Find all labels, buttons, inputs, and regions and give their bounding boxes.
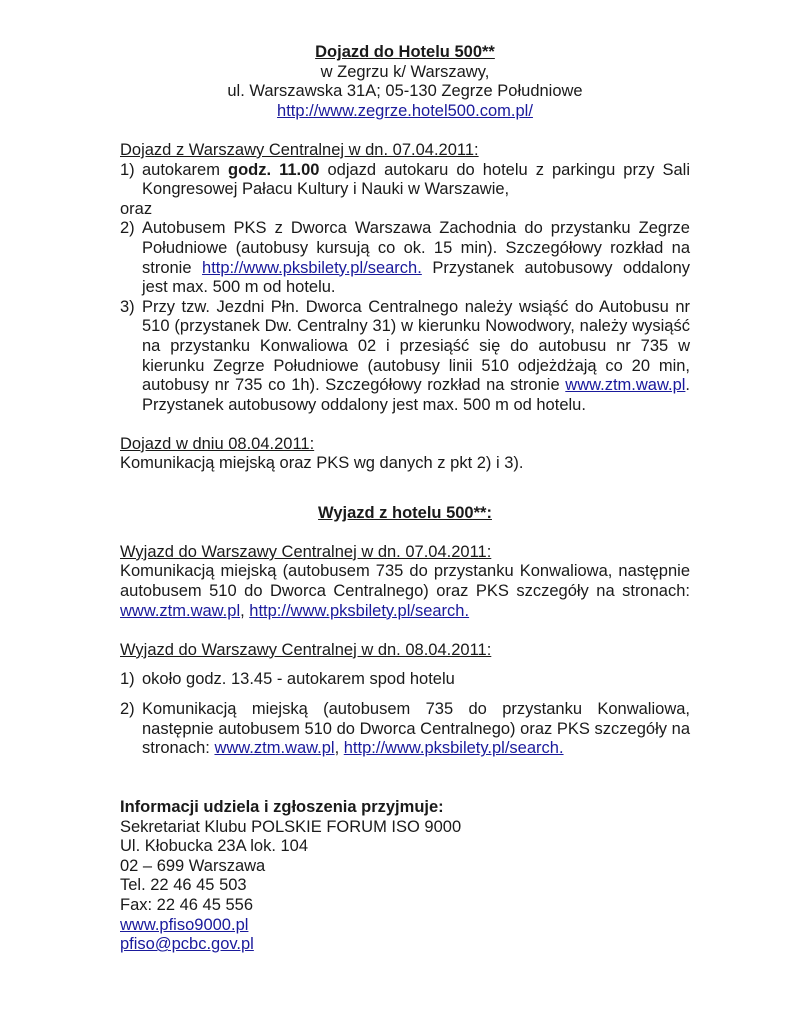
- contact-line: Ul. Kłobucka 23A lok. 104: [120, 837, 309, 856]
- ztm-link[interactable]: www.ztm.waw.pl: [214, 739, 335, 758]
- list-item: [120, 161, 690, 200]
- departure-section-08: [120, 641, 690, 759]
- contact-line: Tel. 22 46 45 503: [120, 876, 247, 895]
- bus-time: godz. 11.00: [227, 160, 320, 179]
- arrival-heading-07: Dojazd z Warszawy Centralnej w dn. 07.04.2011:: [120, 140, 479, 159]
- oraz-text: oraz: [120, 199, 153, 218]
- list-text: około godz. 13.45 - autokarem spod hotelu: [142, 670, 455, 689]
- contact-heading: Informacji udziela i zgłoszenia przyjmuje:: [120, 797, 444, 816]
- list-item: [120, 700, 690, 759]
- departure-heading-08: Wyjazd do Warszawy Centralnej w dn. 08.04.2011:: [120, 640, 492, 659]
- pks-link[interactable]: http://www.pksbilety.pl/search.: [343, 739, 564, 758]
- document-title: Dojazd do Hotelu 500**: [315, 43, 495, 61]
- hotel-location: w Zegrzu k/ Warszawy,: [320, 62, 490, 81]
- list-number: 1): [120, 670, 135, 689]
- hotel-address: ul. Warszawska 31A; 05-130 Zegrze Południowe: [227, 82, 583, 101]
- list-text: Autobusem PKS z Dworca Warszawa Zachodnia do przystanku Zegrze Południowe (autobusy kursują co ok. 15 min). Szczegółowy rozkład na stronie http://www.pksbilety.pl/search. Przystanek autobusowy oddalony jest max. 500 m od hotelu.: [142, 219, 690, 297]
- contact-email-link[interactable]: pfiso@pcbc.gov.pl: [120, 935, 254, 954]
- list-number: 1): [120, 160, 135, 179]
- header-block: [120, 43, 690, 121]
- list-item: [120, 298, 690, 416]
- contact-line: 02 – 699 Warszawa: [120, 856, 266, 875]
- list-text: Komunikacją miejską (autobusem 735 do przystanku Konwaliowa, następnie autobusem 510 do Dworca Centralnego) oraz PKS szczegóły na stronach: www.ztm.waw.pl, http://www.pksbilety.pl/search.: [142, 700, 690, 758]
- ztm-link[interactable]: www.ztm.waw.pl: [120, 601, 241, 620]
- contact-line: Fax: 22 46 45 556: [120, 895, 254, 914]
- list-number: 2): [120, 700, 135, 718]
- departure-section-07: [120, 543, 690, 621]
- departure-heading-07: Wyjazd do Warszawy Centralnej w dn. 07.04.2011:: [120, 542, 492, 561]
- pks-link[interactable]: http://www.pksbilety.pl/search.: [249, 601, 470, 620]
- list-item: [120, 219, 690, 297]
- departure-title: Wyjazd z hotelu 500**:: [318, 503, 492, 522]
- arrival-section-07: [120, 141, 690, 415]
- contact-line: Sekretariat Klubu POLSKIE FORUM ISO 9000: [120, 817, 462, 836]
- list-number: 3): [120, 297, 135, 316]
- list-text: Przy tzw. Jezdni Płn. Dworca Centralnego należy wsiąść do Autobusu nr 510 (przystanek Dw. Centralny 31) w kierunku Nowodwory, należy wysiąść na przystanku Konwaliowa 02 i przesiąść się do autobusu nr 735 w kierunku Zegrze Południowe (autobusy linii 510 odjeżdżają co 20 min, autobusy nr 735 co 1h). Szczegółowy rozkład na stronie www.ztm.waw.pl. Przystanek autobusowy oddalony jest max. 500 m od hotelu.: [142, 297, 690, 414]
- list-item: [120, 670, 690, 690]
- hotel-website-link[interactable]: http://www.zegrze.hotel500.com.pl/: [277, 101, 533, 120]
- list-number: 2): [120, 219, 135, 238]
- list-text: autokarem godz. 11.00 odjazd autokaru do hotelu z parkingu przy Sali Kongresowej Pałacu Kultury i Nauki w Warszawie,: [142, 160, 690, 199]
- arrival-text-08: Komunikacją miejską oraz PKS wg danych z pkt 2) i 3).: [120, 454, 524, 473]
- document-content: [120, 43, 690, 955]
- arrival-heading-08: Dojazd w dniu 08.04.2011:: [120, 434, 315, 453]
- departure-text-07: Komunikacją miejską (autobusem 735 do przystanku Konwaliowa, następnie autobusem 510 do Dworca Centralnego) oraz PKS szczegóły na stronach: www.ztm.waw.pl, http://www.pksbilety.pl/search.: [120, 562, 690, 620]
- ztm-link[interactable]: www.ztm.waw.pl: [565, 376, 686, 395]
- pks-link[interactable]: http://www.pksbilety.pl/search.: [202, 258, 422, 277]
- contact-section: [120, 798, 690, 955]
- contact-website-link[interactable]: www.pfiso9000.pl: [120, 915, 249, 934]
- arrival-section-08: [120, 435, 690, 474]
